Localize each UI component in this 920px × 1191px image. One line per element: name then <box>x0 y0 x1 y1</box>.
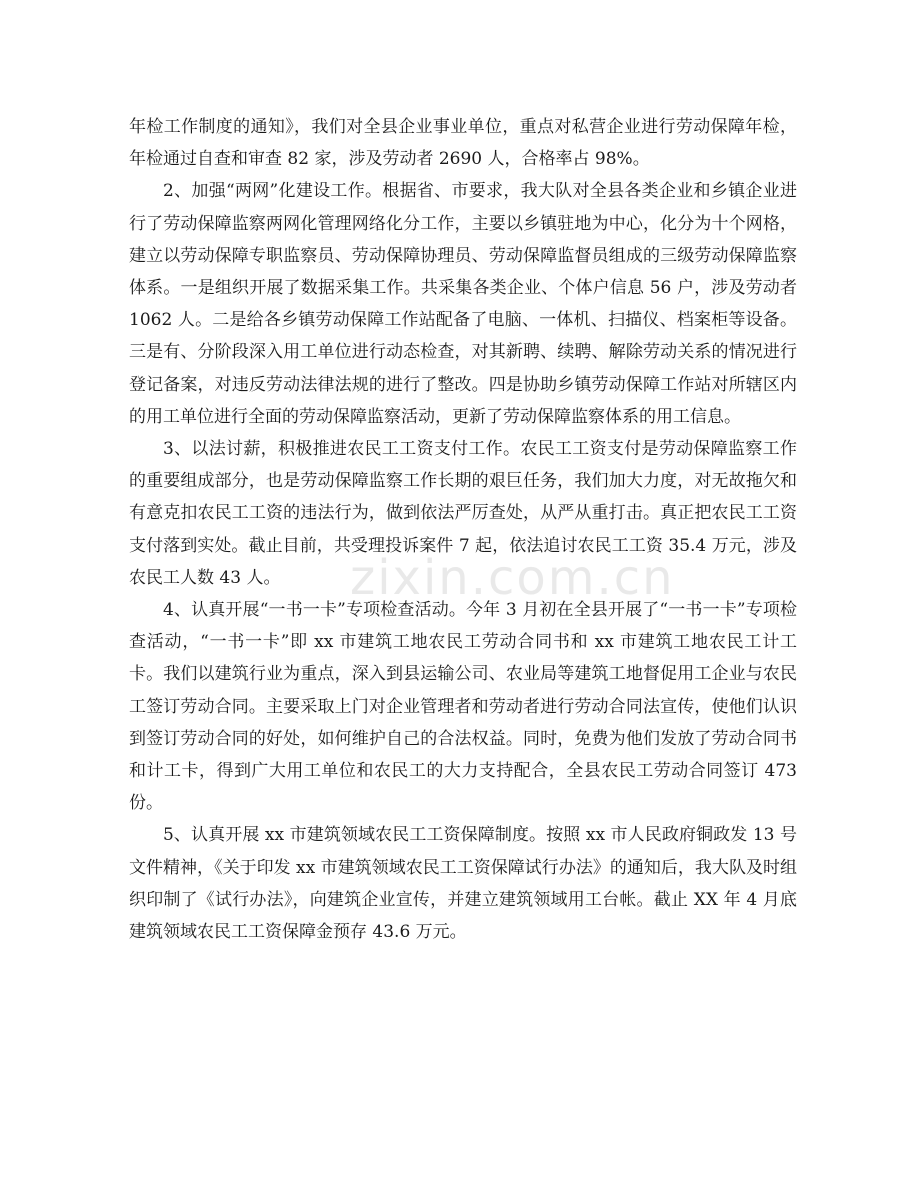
paragraph-wage-guarantee: 5、认真开展 xx 市建筑领域农民工工资保障制度。按照 xx 市人民政府铜政发 13 号文件精神，《关于印发 xx 市建筑领域农民工工资保障试行办法》的通知后，我大队及时组织印制了《试行办法》，向建筑企业宣传，并建立建筑领域用工台帐。截止 XX 年 4 月底建筑领域农民工工资保障金预存 43.6 万元。 <box>129 825 797 943</box>
paragraph-continuation: 年检工作制度的通知》，我们对全县企业事业单位，重点对私营企业进行劳动保障年检，年检通过自查和审查 82 家，涉及劳动者 2690 人，合格率占 98%。 <box>129 117 797 170</box>
watermark: zixin.com.cn <box>350 550 675 606</box>
document-body <box>129 111 797 948</box>
paragraph-one-book-one-card: 4、认真开展“一书一卡”专项检查活动。今年 3 月初在全县开展了“一书一卡”专项检查活动，“一书一卡”即 xx 市建筑工地农民工劳动合同书和 xx 市建筑工地农民工计工卡。我们以建筑行业为重点，深入到县运输公司、农业局等建筑工地督促用工企业与农民工签订劳动合同。主要采取上门对企业管理者和劳动者进行劳动合同法宣传，使他们认识到签订劳动合同的好处，如何维护自己的合法权益。同时，免费为他们发放了劳动合同书和计工卡，得到广大用工单位和农民工的大力支持配合，全县农民工劳动合同签订 473 份。 <box>129 600 797 814</box>
paragraph-wage-payment: 3、以法讨薪，积极推进农民工工资支付工作。农民工工资支付是劳动保障监察工作的重要组成部分，也是劳动保障监察工作长期的艰巨任务，我们加大力度，对无故拖欠和有意克扣农民工工资的违法行为，做到依法严厉查处，从严从重打击。真正把农民工工资支付落到实处。截止目前，共受理投诉案件 7 起，依法追讨农民工工资 35.4 万元，涉及农民工人数 43 人。 <box>129 439 797 588</box>
paragraph-two-networks: 2、加强“两网”化建设工作。根据省、市要求，我大队对全县各类企业和乡镇企业进行了劳动保障监察两网化管理网络化分工作，主要以乡镇驻地为中心，化分为十个网格，建立以劳动保障专职监察员、劳动保障协理员、劳动保障监督员组成的三级劳动保障监察体系。一是组织开展了数据采集工作。共采集各类企业、个体户信息 56 户，涉及劳动者 1062 人。二是给各乡镇劳动保障工作站配备了电脑、一体机、扫描仪、档案柜等设备。三是有、分阶段深入用工单位进行动态检查，对其新聘、续聘、解除劳动关系的情况进行登记备案，对违反劳动法律法规的进行了整改。四是协助乡镇劳动保障工作站对所辖区内的用工单位进行全面的劳动保障监察活动，更新了劳动保障监察体系的用工信息。 <box>129 181 797 427</box>
